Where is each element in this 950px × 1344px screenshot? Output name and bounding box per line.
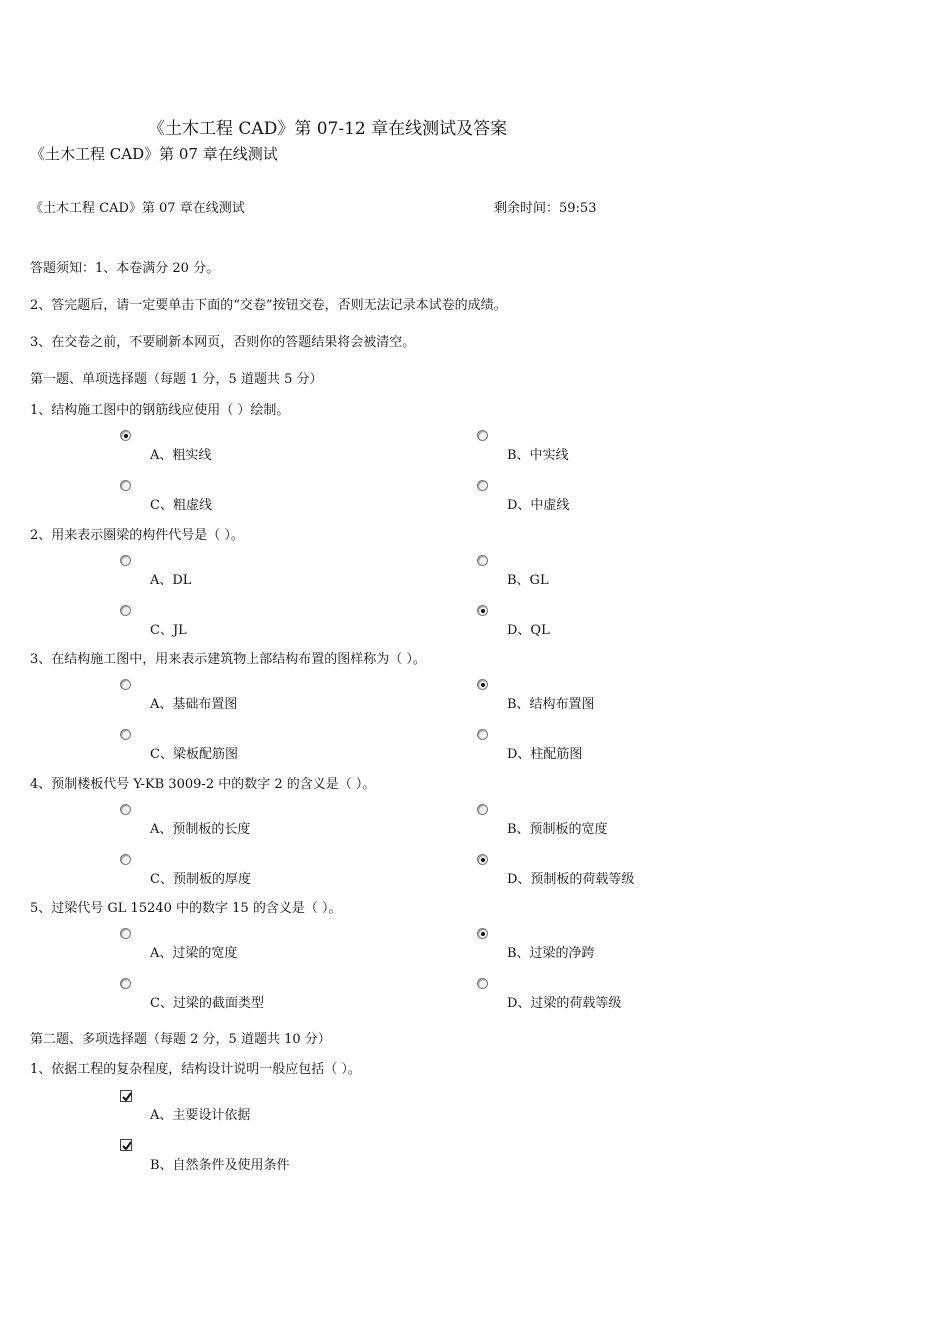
question-text: 1、依据工程的复杂程度，结构设计说明一般应包括（ ）。 [30, 1062, 361, 1077]
question-text: 1、结构施工图中的钢筋线应使用（ ）绘制。 [30, 403, 290, 418]
option-label: C、粗虚线 [150, 498, 212, 513]
question-text: 2、用来表示圈梁的构件代号是（ ）。 [30, 528, 244, 543]
question-text: 3、在结构施工图中，用来表示建筑物上部结构布置的图样称为（ ）。 [30, 652, 426, 667]
instruction-line: 3、在交卷之前，不要刷新本网页，否则你的答题结果将会被清空。 [30, 335, 416, 350]
option-label: C、JL [150, 623, 187, 638]
radio-option-d[interactable] [477, 480, 488, 491]
option-label: B、中实线 [507, 448, 569, 463]
option-label: D、预制板的荷载等级 [507, 872, 635, 887]
option-label: C、过梁的截面类型 [150, 996, 264, 1011]
radio-option-c[interactable] [120, 729, 131, 740]
document-title: 《土木工程 CAD》第 07-12 章在线测试及答案 [148, 119, 508, 139]
question-text: 5、过梁代号 GL 15240 中的数字 15 的含义是（ ）。 [30, 901, 342, 916]
radio-selected-dot [481, 858, 485, 862]
radio-option-c[interactable] [120, 480, 131, 491]
option-label: B、过梁的净跨 [507, 946, 595, 961]
section-heading-multiple-choice: 第二题、多项选择题（每题 2 分，5 道题共 10 分） [30, 1032, 331, 1047]
instruction-line: 2、答完题后，请一定要单击下面的“交卷”按钮交卷，否则无法记录本试卷的成绩。 [30, 298, 507, 313]
radio-option-b[interactable] [477, 928, 488, 939]
radio-selected-dot [481, 683, 485, 687]
radio-selected-dot [481, 932, 485, 936]
checkbox-option-b[interactable] [120, 1139, 132, 1151]
option-label: A、过梁的宽度 [150, 946, 238, 961]
option-label: D、中虚线 [507, 498, 570, 513]
radio-option-d[interactable] [477, 854, 488, 865]
option-label: D、QL [507, 623, 550, 638]
radio-option-c[interactable] [120, 605, 131, 616]
option-label: B、自然条件及使用条件 [150, 1158, 290, 1173]
radio-option-d[interactable] [477, 978, 488, 989]
radio-option-b[interactable] [477, 430, 488, 441]
radio-option-a[interactable] [120, 928, 131, 939]
test-name-header: 《土木工程 CAD》第 07 章在线测试 [30, 201, 245, 216]
option-label: C、梁板配筋图 [150, 747, 238, 762]
option-label: B、结构布置图 [507, 697, 595, 712]
option-label: C、预制板的厚度 [150, 872, 251, 887]
radio-option-b[interactable] [477, 555, 488, 566]
chapter-title: 《土木工程 CAD》第 07 章在线测试 [30, 145, 278, 163]
radio-option-a[interactable] [120, 555, 131, 566]
radio-option-a[interactable] [120, 430, 131, 441]
radio-option-d[interactable] [477, 729, 488, 740]
option-label: D、过梁的荷载等级 [507, 996, 622, 1011]
radio-option-a[interactable] [120, 804, 131, 815]
option-label: A、主要设计依据 [150, 1108, 251, 1123]
option-label: A、DL [150, 573, 192, 588]
radio-option-d[interactable] [477, 605, 488, 616]
radio-selected-dot [124, 434, 128, 438]
instruction-line: 答题须知：1、本卷满分 20 分。 [30, 261, 220, 276]
radio-option-b[interactable] [477, 679, 488, 690]
checkbox-option-a[interactable] [120, 1090, 132, 1102]
option-label: B、GL [507, 573, 549, 588]
radio-option-a[interactable] [120, 679, 131, 690]
radio-option-c[interactable] [120, 854, 131, 865]
question-text: 4、预制楼板代号 Y-KB 3009-2 中的数字 2 的含义是（ ）。 [30, 777, 376, 792]
section-heading-single-choice: 第一题、单项选择题（每题 1 分，5 道题共 5 分） [30, 372, 323, 387]
radio-selected-dot [481, 609, 485, 613]
option-label: A、基础布置图 [150, 697, 238, 712]
option-label: A、预制板的长度 [150, 822, 251, 837]
radio-option-b[interactable] [477, 804, 488, 815]
option-label: A、粗实线 [150, 448, 212, 463]
option-label: D、柱配筋图 [507, 747, 583, 762]
remaining-time: 剩余时间：59:53 [494, 201, 597, 216]
radio-option-c[interactable] [120, 978, 131, 989]
option-label: B、预制板的宽度 [507, 822, 608, 837]
